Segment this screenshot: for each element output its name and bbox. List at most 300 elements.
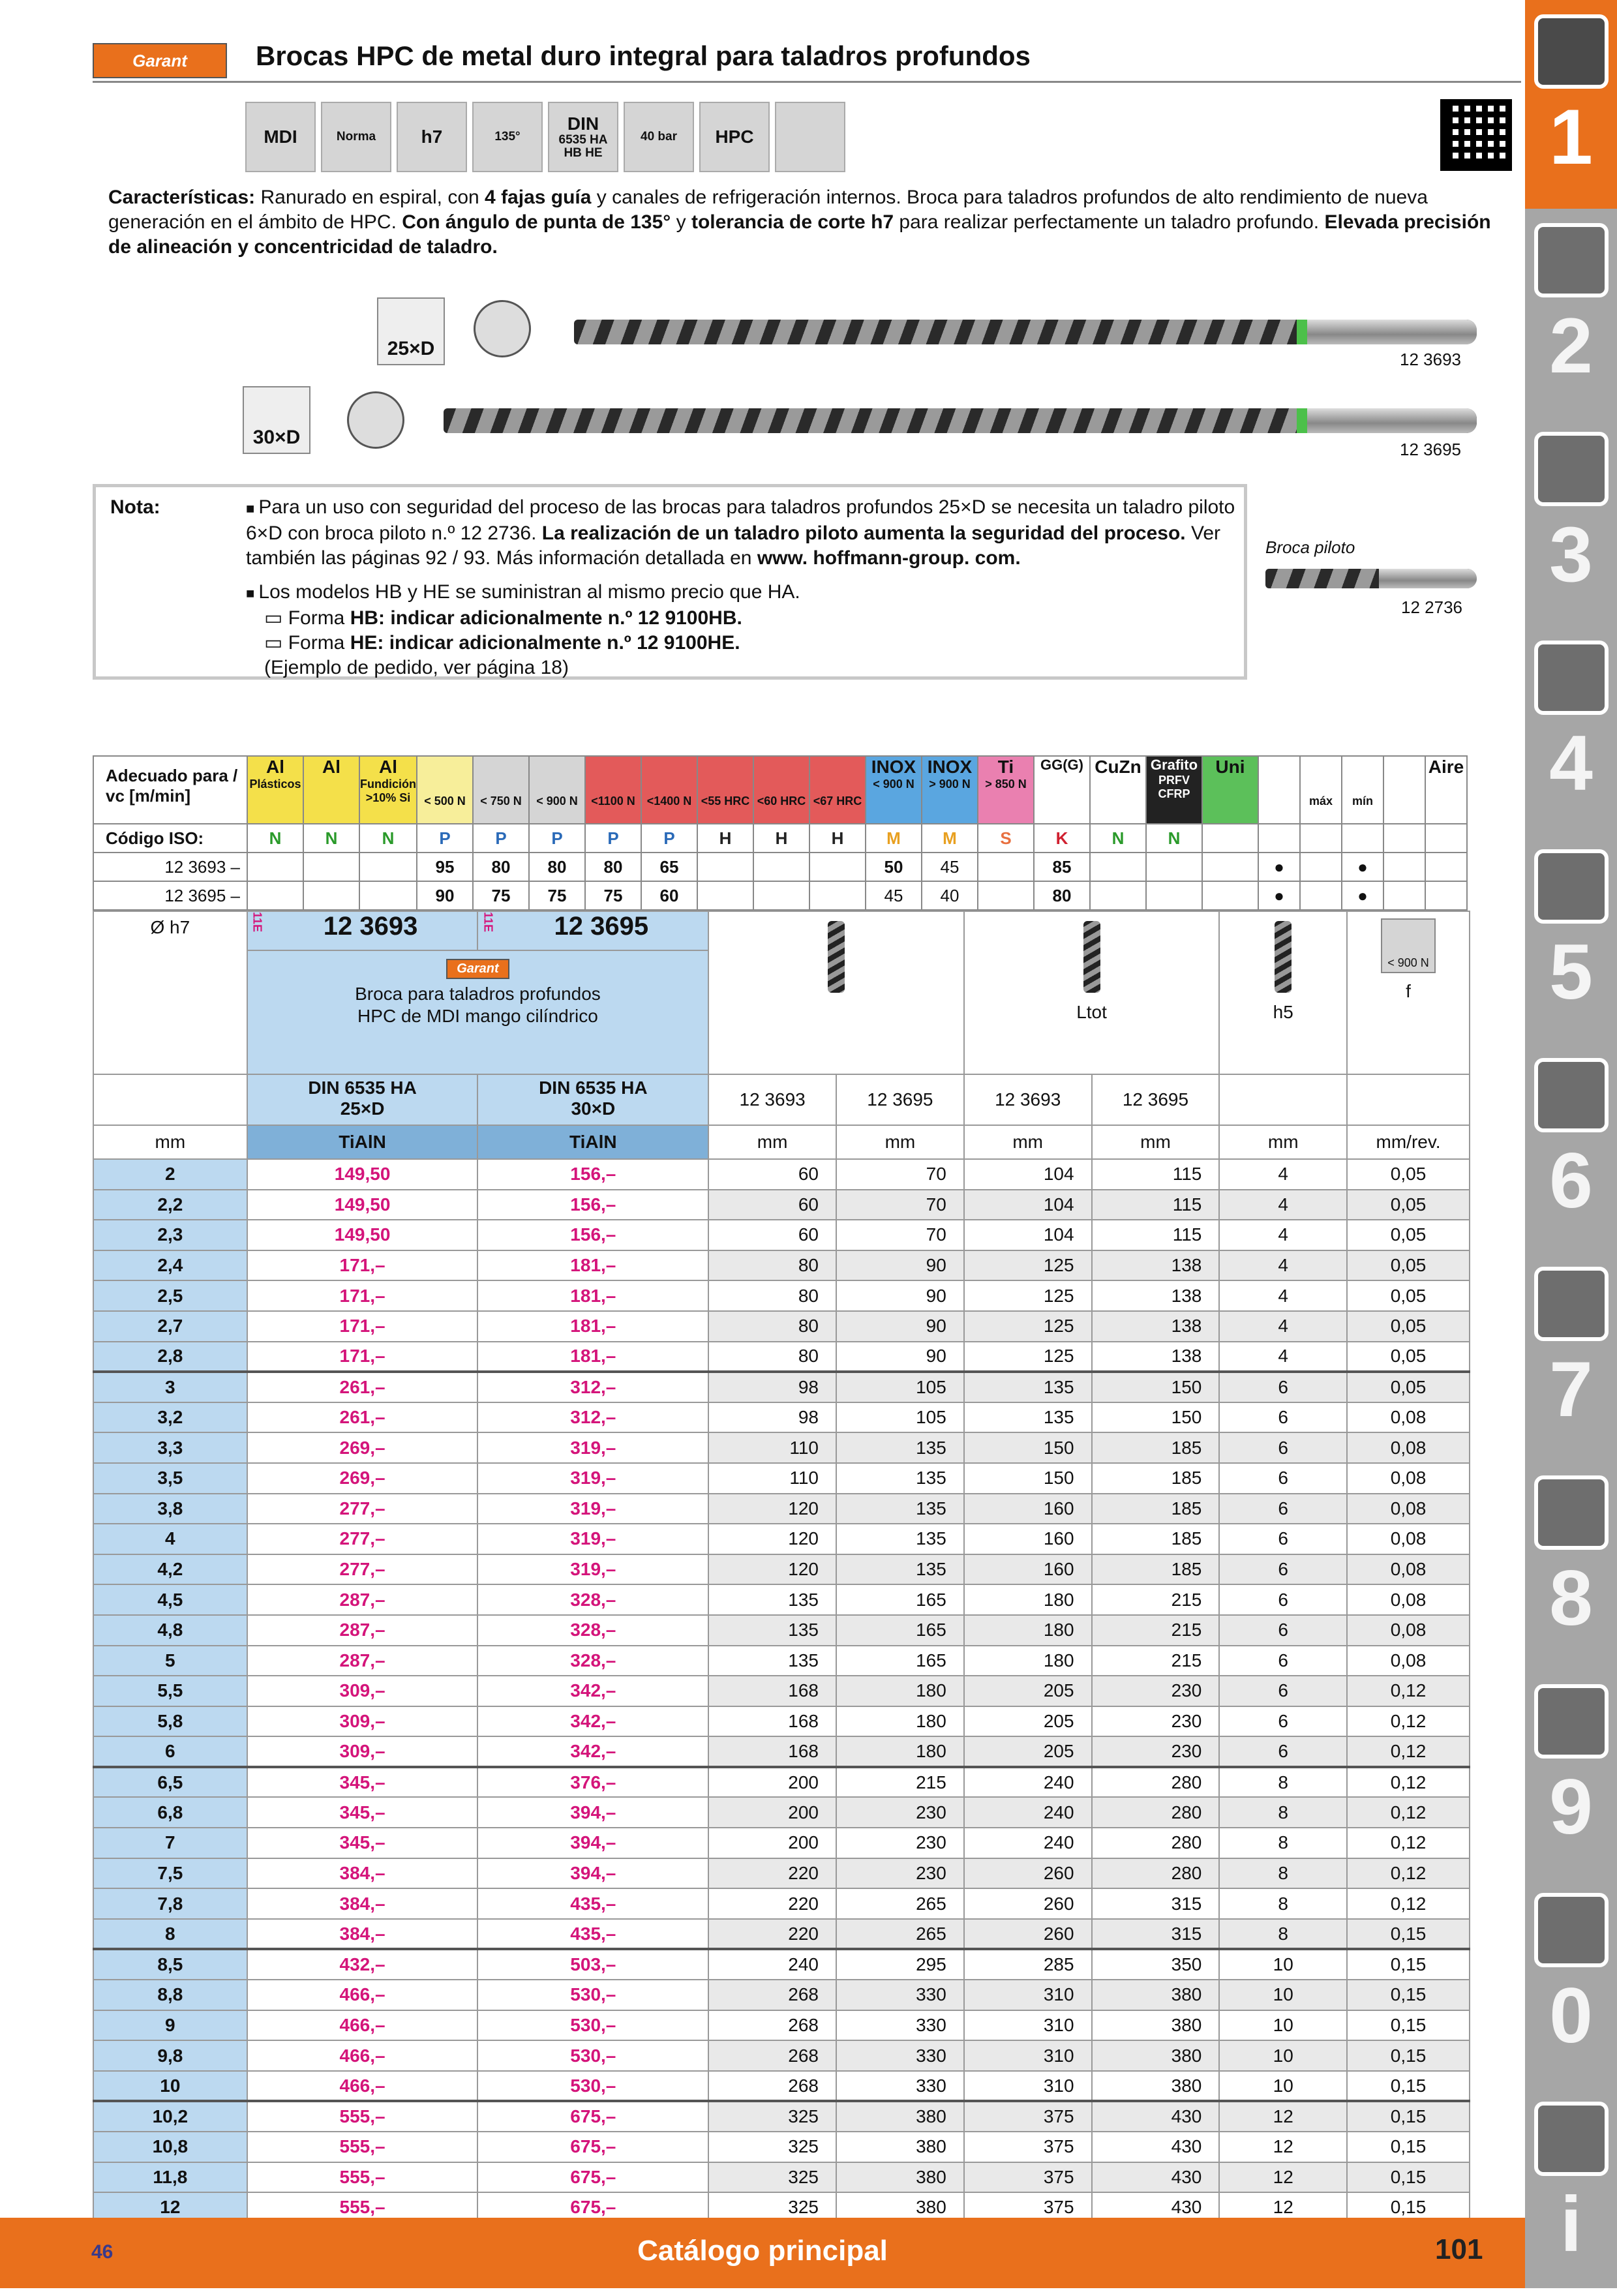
material-header — [866, 756, 922, 824]
char-text: para realizar perfectamente un taladro profundo. — [894, 211, 1325, 233]
cutting-speed — [359, 881, 417, 910]
value-cell: 90 — [836, 1342, 964, 1372]
sidebar-chapter-0[interactable] — [1525, 1879, 1617, 2087]
diameter-cell[interactable]: 10,8 — [93, 2132, 247, 2162]
sub-code: 12 3695 — [1092, 1074, 1220, 1125]
value-cell: 12 — [1219, 2162, 1347, 2193]
table-row — [93, 1494, 1470, 1524]
price-cell[interactable]: 287,– — [247, 1646, 478, 1676]
price-cell[interactable]: 384,– — [247, 1858, 478, 1889]
note-text: Forma — [288, 632, 350, 654]
value-cell: 125 — [964, 1280, 1092, 1311]
website-link[interactable]: www. hoffmann-group. com. — [757, 547, 1021, 569]
value-cell: 375 — [964, 2101, 1092, 2132]
sidebar-chapter-8[interactable] — [1525, 1461, 1617, 1670]
suit-header-row — [93, 756, 1467, 824]
diameter-cell[interactable]: 10 — [93, 2071, 247, 2102]
value-cell: 310 — [964, 2010, 1092, 2041]
value-cell: 380 — [1092, 2071, 1220, 2102]
table-row — [93, 1432, 1470, 1463]
price-cell[interactable]: 530,– — [477, 2010, 708, 2041]
price-cell[interactable]: 277,– — [247, 1494, 478, 1524]
diameter-cell[interactable]: 10,2 — [93, 2101, 247, 2132]
value-cell: 165 — [836, 1646, 964, 1676]
iso-code: P — [585, 824, 641, 853]
value-cell: 4 — [1219, 1280, 1347, 1311]
sidebar-chapter-i[interactable] — [1525, 2087, 1617, 2296]
table-row — [93, 1402, 1470, 1433]
price-cell[interactable]: 555,– — [247, 2101, 478, 2132]
material-sub: Fundición >10% Si — [360, 778, 416, 804]
value-cell: 260 — [964, 1919, 1092, 1950]
diameter-cell[interactable]: 5 — [93, 1646, 247, 1676]
cutting-speed: 90 — [417, 881, 473, 910]
price-cell[interactable]: 277,– — [247, 1554, 478, 1585]
material-header — [1383, 756, 1425, 824]
price-cell[interactable]: 466,– — [247, 1980, 478, 2010]
price-cell[interactable]: 342,– — [477, 1676, 708, 1706]
diameter-cell[interactable]: 5,5 — [93, 1676, 247, 1706]
cutting-speed — [978, 853, 1034, 881]
cutting-speed — [1090, 881, 1146, 910]
value-cell: 125 — [964, 1342, 1092, 1372]
property-icon — [624, 102, 694, 172]
sidebar-chapter-7[interactable] — [1525, 1252, 1617, 1461]
diameter-cell[interactable]: 11,8 — [93, 2162, 247, 2193]
cutting-speed: 85 — [1034, 853, 1090, 881]
price-cell[interactable]: 555,– — [247, 2192, 478, 2223]
value-cell: 220 — [708, 1858, 836, 1889]
price-cell[interactable]: 277,– — [247, 1524, 478, 1554]
diameter-cell[interactable]: 7,8 — [93, 1888, 247, 1919]
chapter-icon — [1534, 223, 1609, 297]
value-cell: 380 — [836, 2101, 964, 2132]
price-cell[interactable]: 342,– — [477, 1736, 708, 1767]
price-cell[interactable]: 312,– — [477, 1372, 708, 1402]
value-cell: 430 — [1092, 2192, 1220, 2223]
shank-h5-header — [1219, 911, 1347, 1074]
price-cell[interactable]: 503,– — [477, 1949, 708, 1980]
value-cell: 430 — [1092, 2101, 1220, 2132]
iso-code: P — [417, 824, 473, 853]
cutting-speed: 75 — [473, 881, 529, 910]
value-cell: 0,05 — [1347, 1190, 1470, 1220]
price-cell[interactable]: 309,– — [247, 1736, 478, 1767]
value-cell: 150 — [964, 1432, 1092, 1463]
price-cell[interactable]: 675,– — [477, 2192, 708, 2223]
diameter-cell[interactable]: 3,3 — [93, 1432, 247, 1463]
value-cell: 200 — [708, 1828, 836, 1858]
price-cell[interactable]: 312,– — [477, 1402, 708, 1433]
iso-code — [1342, 824, 1383, 853]
value-cell: 6 — [1219, 1615, 1347, 1646]
price-cell[interactable]: 394,– — [477, 1797, 708, 1828]
price-cell[interactable]: 309,– — [247, 1706, 478, 1737]
diameter-cell[interactable]: 3,8 — [93, 1494, 247, 1524]
table-row — [93, 1554, 1470, 1585]
value-cell: 220 — [708, 1888, 836, 1919]
cutting-speed — [978, 881, 1034, 910]
value-cell: 0,05 — [1347, 1372, 1470, 1402]
price-cell[interactable]: 181,– — [477, 1280, 708, 1311]
diameter-cell[interactable]: 5,8 — [93, 1706, 247, 1737]
drill-code: 12 3695 — [1400, 440, 1461, 459]
diameter-cell[interactable]: 4 — [93, 1524, 247, 1554]
material-header — [417, 756, 473, 824]
material-name: Grafito — [1150, 757, 1198, 773]
value-cell: 200 — [708, 1797, 836, 1828]
value-cell: 185 — [1092, 1432, 1220, 1463]
cutting-speed — [1090, 853, 1146, 881]
table-row — [93, 1949, 1470, 1980]
sidebar-chapter-6[interactable] — [1525, 1044, 1617, 1252]
chapter-number: 4 — [1549, 719, 1593, 807]
value-cell: 0,05 — [1347, 1311, 1470, 1342]
price-cell[interactable]: 171,– — [247, 1250, 478, 1281]
price-cell[interactable]: 319,– — [477, 1554, 708, 1585]
cutting-speed: 80 — [473, 853, 529, 881]
iso-code: H — [809, 824, 866, 853]
value-cell: 4 — [1219, 1190, 1347, 1220]
cutting-speed — [809, 853, 866, 881]
property-main: HPC — [715, 127, 754, 147]
property-icon — [699, 102, 770, 172]
value-cell: 268 — [708, 2040, 836, 2071]
price-cell[interactable]: 261,– — [247, 1402, 478, 1433]
table-row — [93, 2162, 1470, 2193]
value-cell: 325 — [708, 2162, 836, 2193]
property-icon — [548, 102, 618, 172]
price-cell[interactable]: 345,– — [247, 1828, 478, 1858]
drill-tip-icon — [474, 300, 531, 357]
price-cell[interactable]: 384,– — [247, 1919, 478, 1950]
qr-code-icon[interactable] — [1440, 99, 1512, 171]
value-cell: 0,15 — [1347, 2040, 1470, 2071]
value-cell: 0,08 — [1347, 1432, 1470, 1463]
value-cell: 0,08 — [1347, 1402, 1470, 1433]
value-cell: 375 — [964, 2162, 1092, 2193]
sidebar-chapter-9[interactable] — [1525, 1670, 1617, 1879]
price-cell[interactable]: 156,– — [477, 1159, 708, 1190]
diameter-cell[interactable]: 8 — [93, 1919, 247, 1950]
price-cell[interactable]: 149,50 — [247, 1159, 478, 1190]
price-cell[interactable]: 342,– — [477, 1706, 708, 1737]
price-cell[interactable]: 149,50 — [247, 1190, 478, 1220]
price-cell[interactable]: 181,– — [477, 1250, 708, 1281]
suit-label: Adecuado para / vc [m/min] — [93, 756, 247, 824]
price-cell[interactable]: 171,– — [247, 1311, 478, 1342]
diameter-cell[interactable]: 4,8 — [93, 1615, 247, 1646]
material-sub: <67 HRC — [813, 794, 862, 808]
value-cell: 135 — [964, 1402, 1092, 1433]
sidebar-chapter-4[interactable] — [1525, 626, 1617, 835]
value-cell: 8 — [1219, 1767, 1347, 1798]
price-cell[interactable]: 376,– — [477, 1767, 708, 1798]
sidebar-chapter-3[interactable] — [1525, 417, 1617, 626]
value-cell: 220 — [708, 1919, 836, 1950]
value-cell: 150 — [1092, 1402, 1220, 1433]
unit-label: TiAlN — [247, 1125, 478, 1159]
property-icons — [245, 102, 845, 172]
value-cell: 380 — [1092, 2040, 1220, 2071]
price-cell[interactable]: 269,– — [247, 1432, 478, 1463]
table-row — [93, 1372, 1470, 1402]
value-cell: 215 — [836, 1767, 964, 1798]
diameter-cell[interactable]: 2,8 — [93, 1342, 247, 1372]
price-cell[interactable]: 466,– — [247, 2040, 478, 2071]
property-sub: 40 bar — [641, 130, 677, 144]
material-sub: < 750 N — [480, 794, 522, 808]
price-cell[interactable]: 530,– — [477, 1980, 708, 2010]
value-cell: 0,05 — [1347, 1159, 1470, 1190]
value-cell: 0,15 — [1347, 1980, 1470, 2010]
material-name: Aire — [1428, 757, 1464, 777]
price-cell[interactable]: 435,– — [477, 1888, 708, 1919]
cutting-speed: 45 — [866, 881, 922, 910]
value-cell: 0,12 — [1347, 1706, 1470, 1737]
din-30d: DIN 6535 HA 30×D — [477, 1074, 708, 1125]
diameter-cell[interactable]: 2,4 — [93, 1250, 247, 1281]
iso-code: H — [697, 824, 753, 853]
cutting-speed — [809, 881, 866, 910]
price-cell[interactable]: 466,– — [247, 2071, 478, 2102]
note-bold: La realización de un taladro piloto aumenta la seguridad del proceso. — [541, 522, 1186, 544]
value-cell: 180 — [964, 1646, 1092, 1676]
value-cell: 10 — [1219, 2040, 1347, 2071]
diameter-cell[interactable]: 12 — [93, 2192, 247, 2223]
material-name: Al — [266, 757, 284, 777]
table-row — [93, 1159, 1470, 1190]
value-cell: 215 — [1092, 1615, 1220, 1646]
price-cell[interactable]: 171,– — [247, 1280, 478, 1311]
note-body — [246, 495, 1237, 680]
value-cell: 10 — [1219, 1980, 1347, 2010]
chapter-number: 6 — [1549, 1137, 1593, 1224]
price-cell[interactable]: 345,– — [247, 1797, 478, 1828]
value-cell: 110 — [708, 1432, 836, 1463]
diameter-cell[interactable]: 3,5 — [93, 1463, 247, 1494]
description-text: Broca para taladros profundos HPC de MDI mango cilíndrico — [355, 984, 601, 1026]
price-cell[interactable]: 181,– — [477, 1342, 708, 1372]
diameter-cell[interactable]: 2,5 — [93, 1280, 247, 1311]
iso-code: N — [1090, 824, 1146, 853]
value-cell: 0,08 — [1347, 1584, 1470, 1615]
value-cell: 0,12 — [1347, 1858, 1470, 1889]
material-header — [1342, 756, 1383, 824]
price-cell[interactable]: 328,– — [477, 1584, 708, 1615]
value-cell: 330 — [836, 2010, 964, 2041]
value-cell: 6 — [1219, 1736, 1347, 1767]
diameter-cell[interactable]: 3,2 — [93, 1402, 247, 1433]
price-cell[interactable]: 171,– — [247, 1342, 478, 1372]
garant-logo-small: Garant — [446, 959, 509, 979]
sidebar-chapter-5[interactable] — [1525, 835, 1617, 1044]
price-cell[interactable]: 319,– — [477, 1494, 708, 1524]
price-cell[interactable]: 319,– — [477, 1524, 708, 1554]
price-cell[interactable]: 181,– — [477, 1311, 708, 1342]
table-row — [93, 1980, 1470, 2010]
cutting-speed: 50 — [866, 853, 922, 881]
code-header-12-3695 — [477, 911, 708, 950]
price-cell[interactable]: 328,– — [477, 1615, 708, 1646]
iso-code: P — [641, 824, 697, 853]
price-cell[interactable]: 149,50 — [247, 1220, 478, 1250]
value-cell: 70 — [836, 1220, 964, 1250]
value-cell: 104 — [964, 1220, 1092, 1250]
value-cell: 265 — [836, 1919, 964, 1950]
price-cell[interactable]: 156,– — [477, 1190, 708, 1220]
suit-row-code: 12 3693 – — [93, 853, 247, 881]
price-cell[interactable]: 530,– — [477, 2040, 708, 2071]
value-cell: 0,08 — [1347, 1463, 1470, 1494]
value-cell: 215 — [1092, 1584, 1220, 1615]
char-bold: Con ángulo de punta de 135° — [402, 211, 671, 233]
value-cell: 0,15 — [1347, 2010, 1470, 2041]
price-cell[interactable]: 384,– — [247, 1888, 478, 1919]
value-cell: 125 — [964, 1311, 1092, 1342]
diameter-cell[interactable]: 9,8 — [93, 2040, 247, 2071]
diameter-cell[interactable]: 6,5 — [93, 1767, 247, 1798]
diameter-cell[interactable]: 3 — [93, 1372, 247, 1402]
value-cell: 315 — [1092, 1919, 1220, 1950]
diameter-cell[interactable]: 4,5 — [93, 1584, 247, 1615]
note-item: ▭ Forma HE: indicar adicionalmente n.º 12 9100HE. — [264, 632, 740, 654]
value-cell: 90 — [836, 1250, 964, 1281]
price-cell[interactable]: 345,– — [247, 1767, 478, 1798]
cutting-speed: 75 — [529, 881, 585, 910]
value-cell: 0,15 — [1347, 1919, 1470, 1950]
diameter-cell[interactable]: 4,2 — [93, 1554, 247, 1585]
diameter-cell[interactable]: 9 — [93, 2010, 247, 2041]
tag-11e: 11E — [250, 912, 264, 933]
material-header — [809, 756, 866, 824]
chapter-number: 9 — [1549, 1763, 1593, 1850]
char-text: y canales de refrigeración internos. Broca para taladros profundos de alto rendimiento de nueva generación en el ámbito de HPC. — [108, 187, 1428, 233]
value-cell: 150 — [964, 1463, 1092, 1494]
footer — [0, 2218, 1525, 2288]
price-cell[interactable]: 319,– — [477, 1463, 708, 1494]
pilot-drill-code: 12 2736 — [1401, 597, 1462, 617]
diameter-header: Ø h7 — [93, 911, 247, 1074]
price-cell[interactable]: 675,– — [477, 2162, 708, 2193]
value-cell: 230 — [836, 1828, 964, 1858]
price-cell[interactable]: 530,– — [477, 2071, 708, 2102]
diameter-cell[interactable]: 6 — [93, 1736, 247, 1767]
cutting-speed — [303, 881, 359, 910]
iso-code: K — [1034, 824, 1090, 853]
price-cell[interactable]: 269,– — [247, 1463, 478, 1494]
price-cell[interactable]: 435,– — [477, 1919, 708, 1950]
garant-logo: Garant — [93, 43, 227, 78]
price-cell[interactable]: 319,– — [477, 1432, 708, 1463]
price-cell[interactable]: 394,– — [477, 1828, 708, 1858]
price-cell[interactable]: 328,– — [477, 1646, 708, 1676]
value-cell: 80 — [708, 1342, 836, 1372]
value-cell: 6 — [1219, 1463, 1347, 1494]
ld-ratio-25-box: 25×D — [377, 297, 445, 365]
price-cell[interactable]: 156,– — [477, 1220, 708, 1250]
value-cell: 315 — [1092, 1888, 1220, 1919]
price-cell[interactable]: 555,– — [247, 2132, 478, 2162]
value-cell: 105 — [836, 1372, 964, 1402]
property-sub: 135° — [494, 130, 521, 144]
material-header — [359, 756, 417, 824]
sidebar-chapter-1[interactable] — [1525, 0, 1617, 209]
price-cell[interactable]: 466,– — [247, 2010, 478, 2041]
price-cell[interactable]: 432,– — [247, 1949, 478, 1980]
iso-code: S — [978, 824, 1034, 853]
property-main: DIN — [567, 113, 599, 134]
footer-page-right: 101 — [1435, 2233, 1483, 2265]
table-row — [93, 2010, 1470, 2041]
price-cell[interactable]: 309,– — [247, 1676, 478, 1706]
diameter-cell[interactable]: 2,3 — [93, 1220, 247, 1250]
tag-11e: 11E — [481, 912, 495, 933]
value-cell: 6 — [1219, 1676, 1347, 1706]
drill-length-icon — [828, 921, 845, 993]
cutting-speed: ● — [1342, 881, 1383, 910]
value-cell: 295 — [836, 1949, 964, 1980]
material-header — [303, 756, 359, 824]
table-row — [93, 1342, 1470, 1372]
diameter-cell[interactable]: 8,5 — [93, 1949, 247, 1980]
table-row — [93, 2071, 1470, 2102]
price-cell[interactable]: 261,– — [247, 1372, 478, 1402]
suit-row — [93, 881, 1467, 910]
value-cell: 310 — [964, 2040, 1092, 2071]
value-cell: 135 — [708, 1646, 836, 1676]
iso-code: H — [753, 824, 809, 853]
value-cell: 380 — [836, 2132, 964, 2162]
value-cell: 165 — [836, 1615, 964, 1646]
price-cell[interactable]: 675,– — [477, 2132, 708, 2162]
material-sub: < 900 N — [873, 778, 914, 791]
price-cell[interactable]: 287,– — [247, 1584, 478, 1615]
iso-code: M — [866, 824, 922, 853]
value-cell: 104 — [964, 1159, 1092, 1190]
cutting-speed — [247, 853, 303, 881]
material-name: Al — [378, 757, 397, 777]
table-row — [93, 1311, 1470, 1342]
cutting-speed — [1202, 853, 1258, 881]
value-cell: 240 — [964, 1828, 1092, 1858]
value-cell: 80 — [708, 1311, 836, 1342]
diameter-cell[interactable]: 2,2 — [93, 1190, 247, 1220]
value-cell: 135 — [836, 1463, 964, 1494]
empty-cell — [93, 1074, 247, 1125]
table-row — [93, 1736, 1470, 1767]
char-bold: Elevada precisión de alineación y concentricidad de taladro. — [108, 211, 1491, 258]
diameter-cell[interactable]: 2 — [93, 1159, 247, 1190]
material-sub: <1100 N — [591, 794, 635, 808]
value-cell: 168 — [708, 1676, 836, 1706]
price-cell[interactable]: 555,– — [247, 2162, 478, 2193]
value-cell: 268 — [708, 1980, 836, 2010]
diameter-cell[interactable]: 7 — [93, 1828, 247, 1858]
diameter-cell[interactable]: 8,8 — [93, 1980, 247, 2010]
diameter-cell[interactable]: 7,5 — [93, 1858, 247, 1889]
value-cell: 4 — [1219, 1159, 1347, 1190]
price-cell[interactable]: 287,– — [247, 1615, 478, 1646]
diameter-cell[interactable]: 6,8 — [93, 1797, 247, 1828]
sidebar-chapter-2[interactable] — [1525, 209, 1617, 417]
value-cell: 185 — [1092, 1554, 1220, 1585]
diameter-cell[interactable]: 2,7 — [93, 1311, 247, 1342]
characteristics-label: Características: — [108, 187, 256, 208]
material-sub: <60 HRC — [757, 794, 806, 808]
price-cell[interactable]: 675,– — [477, 2101, 708, 2132]
price-cell[interactable]: 394,– — [477, 1858, 708, 1889]
